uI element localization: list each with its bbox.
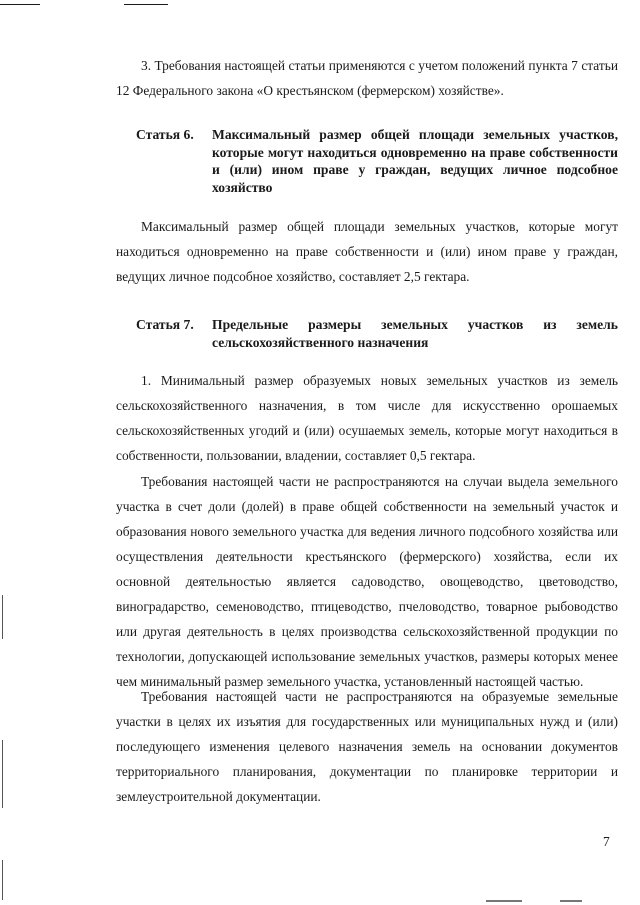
scan-artifact	[124, 4, 168, 5]
article-6-text: Максимальный размер общей площади земельных участков, которые могут находиться одновременно на праве собственности и (или) ином праве у граждан, ведущих личное подсобное хозяйство, составляет 2,5 гектара.	[116, 219, 618, 284]
article-7-title: Предельные размеры земельных участков из земель сельскохозяйственного назначения	[212, 317, 618, 350]
article-6-heading	[136, 126, 618, 196]
scan-artifact	[2, 595, 3, 639]
article-6-number: Статья 6.	[136, 127, 194, 142]
article-7-heading	[136, 316, 618, 351]
article-7-paragraph-1: 1. Минимальный размер образуемых новых земельных участков из земель сельскохозяйственного назначения, в том числе для искусственно орошаемых сельскохозяйственных угодий и (или) осушаемых земель, которые могут находиться в собственности, пользовании, владении, составляет 0,5 гектара.	[116, 373, 618, 463]
article-7-paragraph-3: Требования настоящей части не распространяются на образуемые земельные участки в целях их изъятия для государственных или муниципальных нужд и (или) последующего изменения целевого назначения земель на основании документов территориального планирования, документации по планировке территории и землеустроительной документации.	[116, 689, 618, 804]
scan-artifact	[2, 740, 3, 808]
scan-artifact	[486, 900, 522, 902]
scan-artifact	[0, 4, 40, 5]
scan-artifact	[560, 900, 582, 902]
paragraph-item-3: 3. Требования настоящей статьи применяются с учетом положений пункта 7 статьи 12 Федерального закона «О крестьянском (фермерском) хозяйстве».	[116, 58, 618, 98]
scan-artifact	[2, 860, 3, 900]
article-6-title: Максимальный размер общей площади земельных участков, которые могут находиться одновременно на праве собственности и (или) ином праве у граждан, ведущих личное подсобное хозяйство	[212, 127, 618, 195]
article-7-paragraph-2: Требования настоящей части не распространяются на случаи выдела земельного участка в счет доли (долей) в праве общей собственности на земельный участок и образования нового земельного участка для ведения личного подсобного хозяйства или осуществления деятельности крестьянского (фермерского) хозяйства, если их основной деятельностью является садоводство, овощеводство, цветоводство, виноградарство, семеноводство, птицеводство, пчеловодство, товарное рыбоводство или другая деятельность в целях производства сельскохозяйственной продукции по технологии, допускающей использование земельных участков, размеры которых менее чем минимальный размер земельного участка, установленный настоящей частью.	[116, 474, 618, 689]
page-number: 7	[603, 834, 610, 849]
article-7-number: Статья 7.	[136, 317, 194, 332]
